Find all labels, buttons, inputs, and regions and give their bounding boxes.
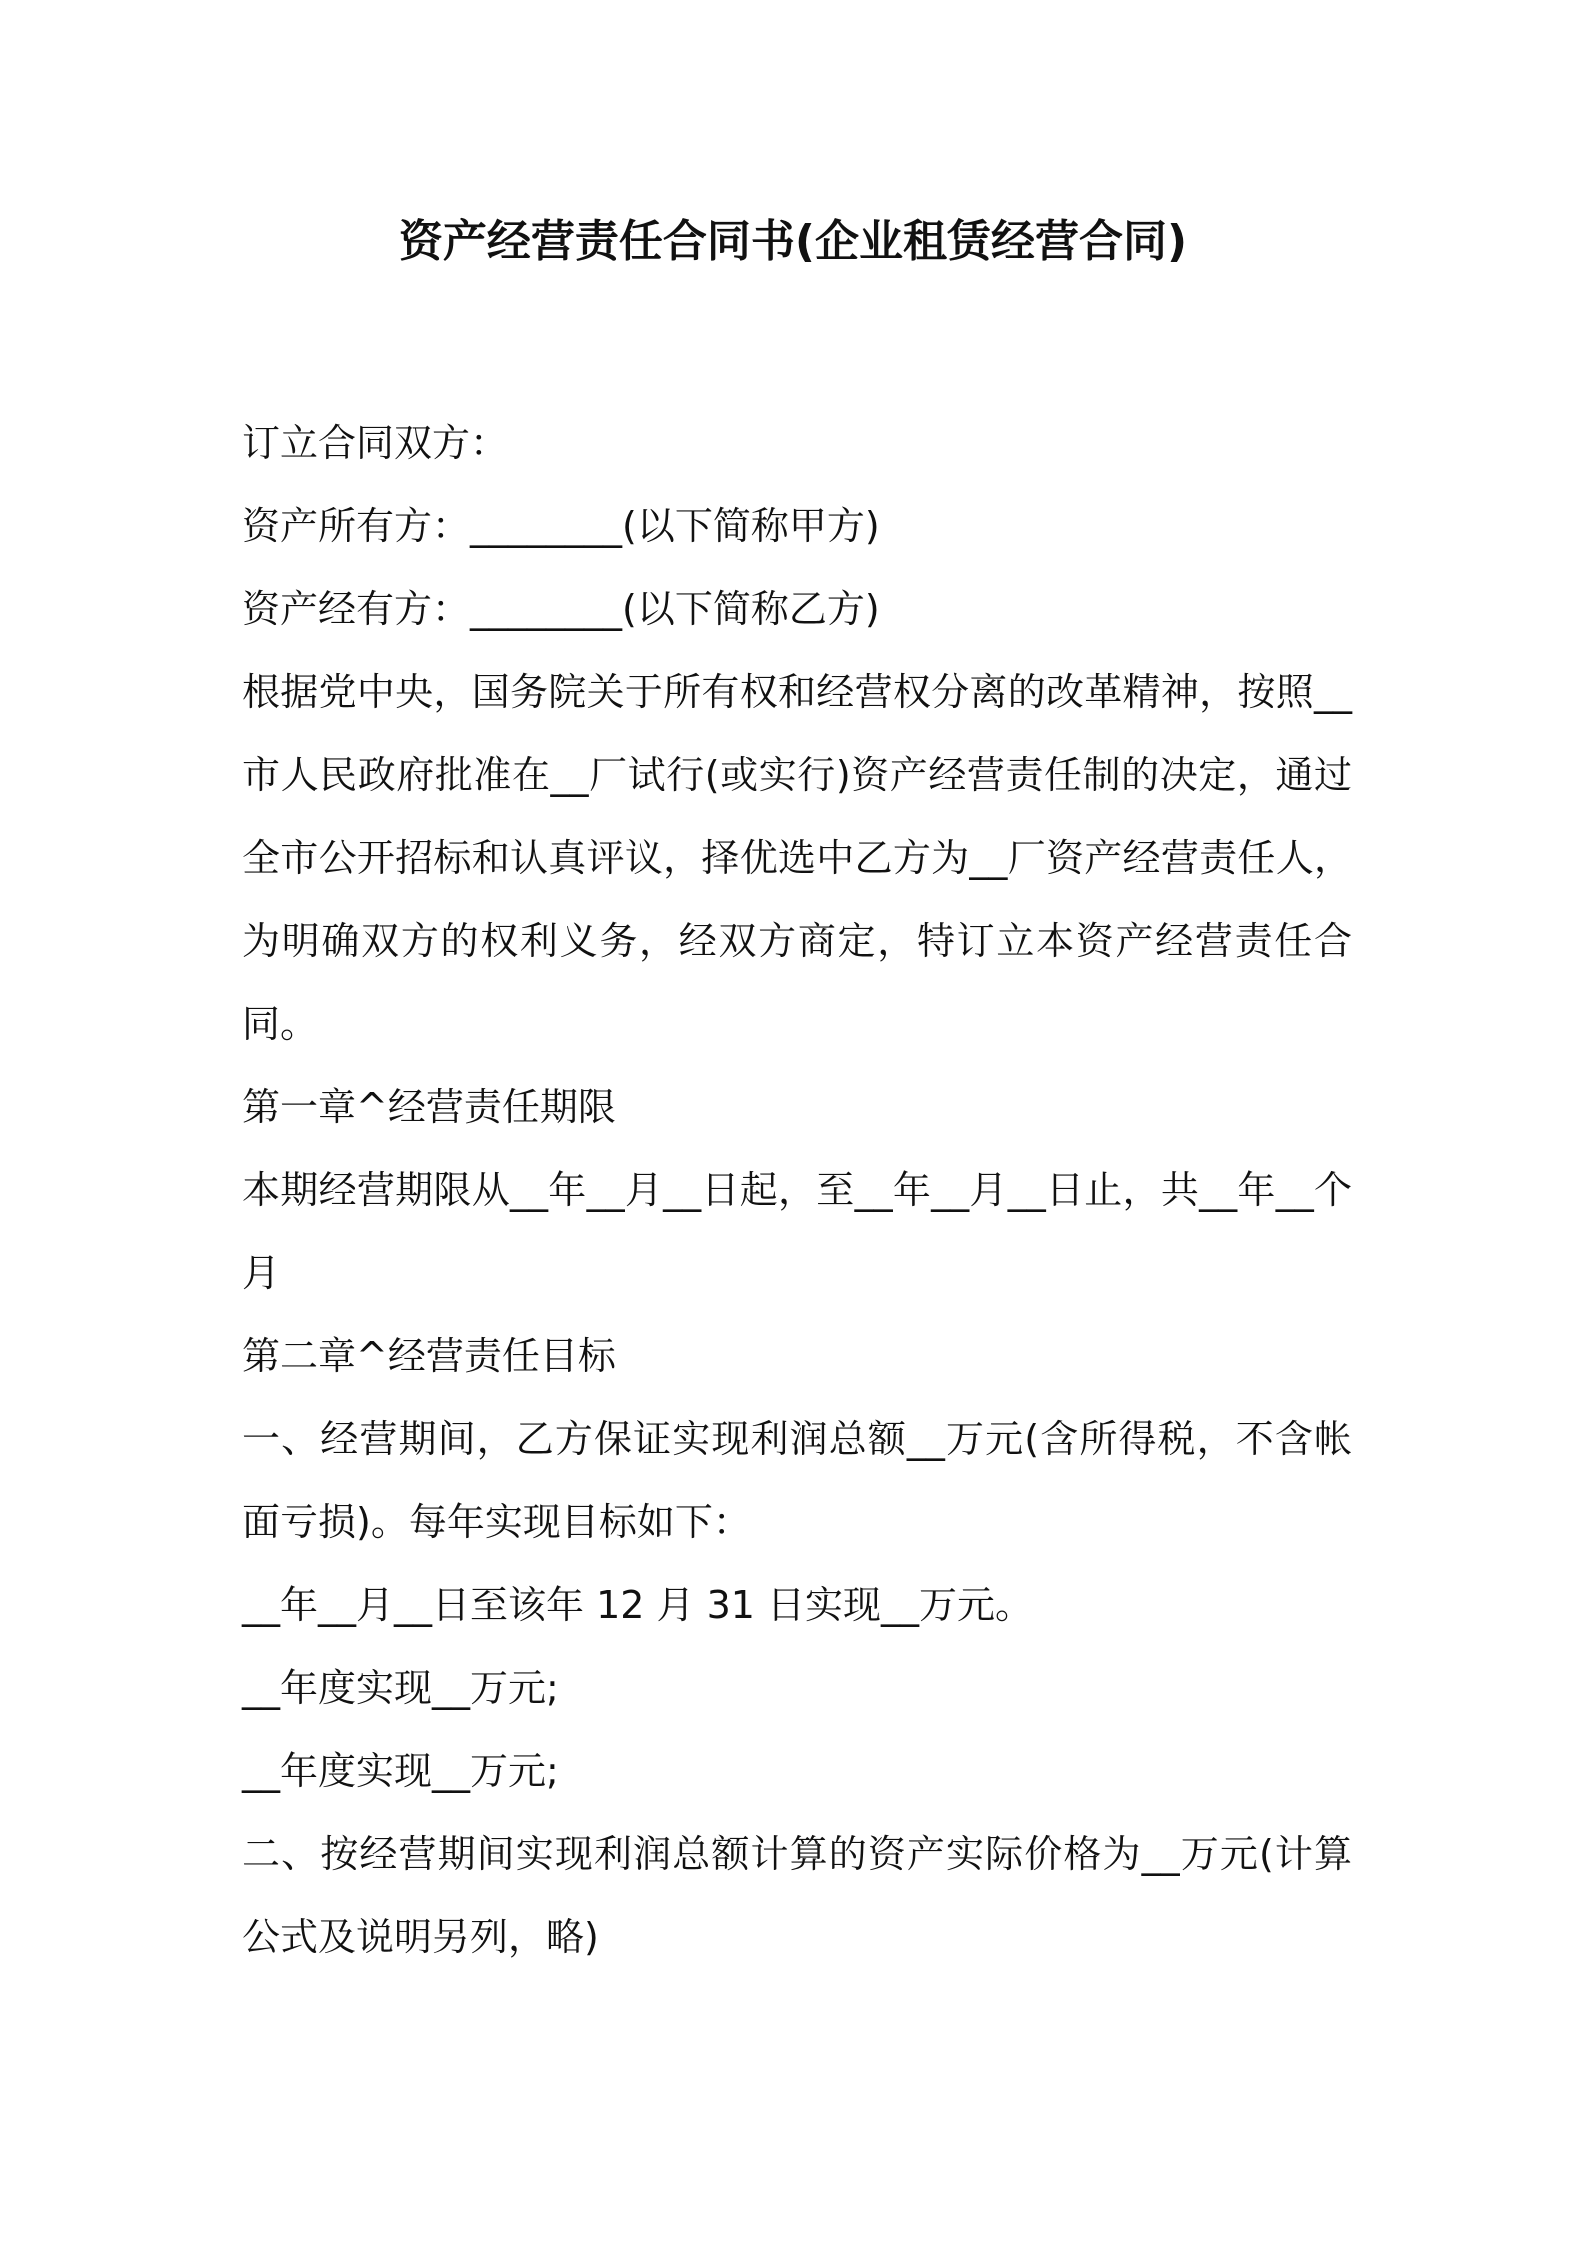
document-title: 资产经营责任合同书(企业租赁经营合同): [398, 216, 1188, 267]
target-clause-1: 一、经营期间，乙方保证实现利润总额__万元(含所得税，不含帐面亏损)。每年实现目标如下：: [242, 1417, 1352, 1544]
target-year-line-1: __年__月__日至该年 12 月 31 日实现__万元。: [242, 1583, 1034, 1627]
chapter-2-heading: 第二章^经营责任目标: [242, 1334, 616, 1378]
party-a-line: 资产所有方：________(以下简称甲方): [242, 504, 880, 548]
term-paragraph: 本期经营期限从__年__月__日起，至__年__月__日止，共__年__个月: [242, 1168, 1352, 1295]
target-year-line-2: __年度实现__万元;: [242, 1666, 559, 1710]
target-year-line-3: __年度实现__万元;: [242, 1749, 559, 1793]
document-body: [242, 402, 1352, 1979]
party-b-line: 资产经有方：________(以下简称乙方): [242, 587, 880, 631]
parties-heading: 订立合同双方：: [242, 421, 509, 465]
preamble-paragraph: 根据党中央，国务院关于所有权和经营权分离的改革精神，按照__市人民政府批准在__厂试行(或实行)资产经营责任制的决定，通过全市公开招标和认真评议，择优选中乙方为__厂资产经营责任人，为明确双方的权利义务，经双方商定，特订立本资产经营责任合同。: [242, 670, 1352, 1046]
target-clause-2: 二、按经营期间实现利润总额计算的资产实际价格为__万元(计算公式及说明另列，略): [242, 1832, 1352, 1959]
chapter-1-heading: 第一章^经营责任期限: [242, 1085, 616, 1129]
